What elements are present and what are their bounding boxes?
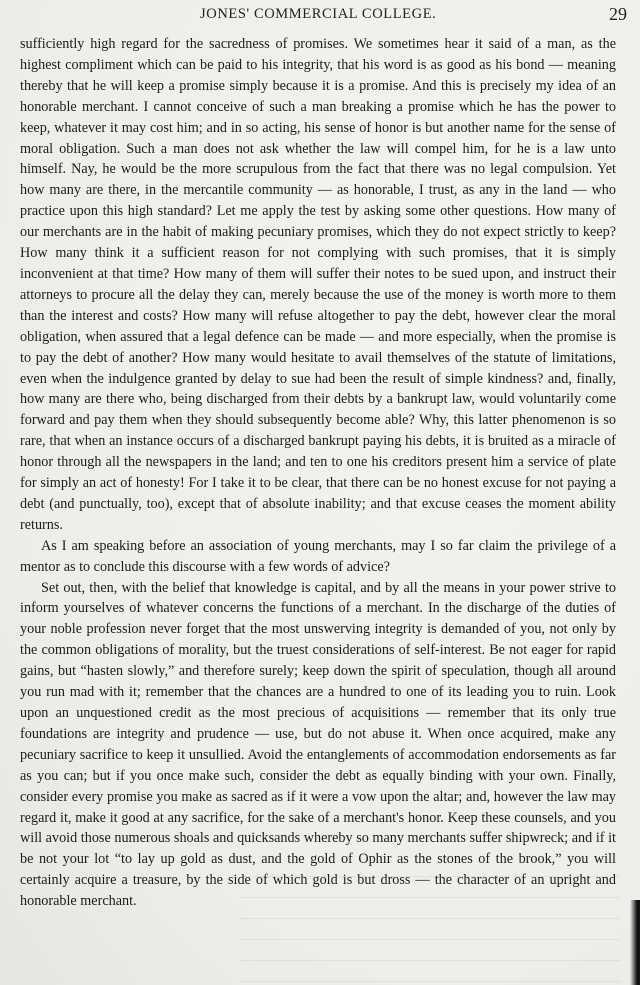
page-edge-shadow bbox=[630, 900, 640, 985]
running-head bbox=[0, 4, 640, 26]
running-title: JONES' COMMERCIAL COLLEGE. bbox=[200, 6, 437, 22]
reverse-side-bleed-through bbox=[240, 868, 620, 983]
paragraph-mentor: As I am speaking before an association of young merchants, may I so far claim the privilege of a mentor as to conclude this discourse with a few words of advice? bbox=[20, 537, 616, 575]
body-text bbox=[20, 34, 616, 912]
paragraph-continuation: sufficiently high regard for the sacredness of promises. We sometimes hear it said of a man, as the highest compliment which can be paid to his integrity, that his word is as good as his bond — meaning thereby that he will keep a promise simply because it is a promise. And this is precisely my idea of an honorable merchant. I cannot conceive of such a man breaking a promise which he has the power to keep, whatever it may cost him; and in so acting, his sense of honor is but another name for the sense of moral obligation. Such a man does not ask whether the law will compel him, for he is a law unto himself. Nay, he would be the more scrupulous from the fact that there was no legal compulsion. Yet how many are there, in the mercantile community — as honorable, I trust, as any in the land — who practice upon this high standard? Let me apply the test by asking some other questions. How many of our merchants are in the habit of making pecuniary promises, which they do not expect strictly to keep? How many think it a sufficient reason for not complying with such promises, that it is simply inconvenient at that time? How many of them will suffer their notes to be sued upon, and instruct their attorneys to procure all the delay they can, merely because the use of the money is worth more to them than the interest and costs? How many will refuse altogether to pay the debt, however clear the moral obligation, when assured that a legal defence can be made — and more especially, when the promise is to pay the debt of another? How many would hesitate to avail themselves of the statute of limitations, even when the indulgence granted by delay to sue had been the result of simple kindness? and, finally, how many are there who, being discharged from their debts by a bankrupt law, would voluntarily come forward and pay them when they should subsequently become able? Why, this latter phenomenon is so rare, that when an instance occurs of a discharged bankrupt paying his debts, it is bruited as a miracle of honor through all the newspapers in the land; and ten to one his creditors present him a service of plate for simply an act of honesty! For I take it to be clear, that there can be no honest excuse for not paying a debt (and punctually, too), except that of absolute inability; and that excuse ceases the moment ability returns. bbox=[20, 36, 616, 533]
page-number: 29 bbox=[609, 4, 627, 24]
paragraph-advice: Set out, then, with the belief that knowledge is capital, and by all the means in your power strive to inform yourselves of whatever concerns the functions of a merchant. In the discharge of the duties of your noble profession never forget that the most unswerving integrity is demanded of you, not only by the common obligations of morality, but the truest considerations of self-interest. Be not eager for rapid gains, but “hasten slowly,” and therefore surely; keep down the spirit of speculation, though all around you run mad with it; remember that the chances are a hundred to one of its leading you to ruin. Look upon an unquestioned credit as the most precious of acquisitions — remember that its only true foundations are integrity and prudence — use, but do not abuse it. When once acquired, make any pecuniary sacrifice to keep it unsullied. Avoid the entanglements of accommodation endorsements as far as you can; but if you once make such, consider the debt as equally binding with your own. Finally, consider every promise you make as sacred as if it were a vow upon the altar; and, however the law may regard it, make it good at any sacrifice, for the sake of a merchant's honor. Keep these counsels, and you will avoid those numerous shoals and quicksands whereby so many merchants suffer shipwreck; and if it be not your lot “to lay up gold as dust, and the gold of Ophir as the stones of the brook,” you will certainly acquire a treasure, by the side of which gold is but dross — the character of an upright and honorable merchant. bbox=[20, 579, 616, 910]
